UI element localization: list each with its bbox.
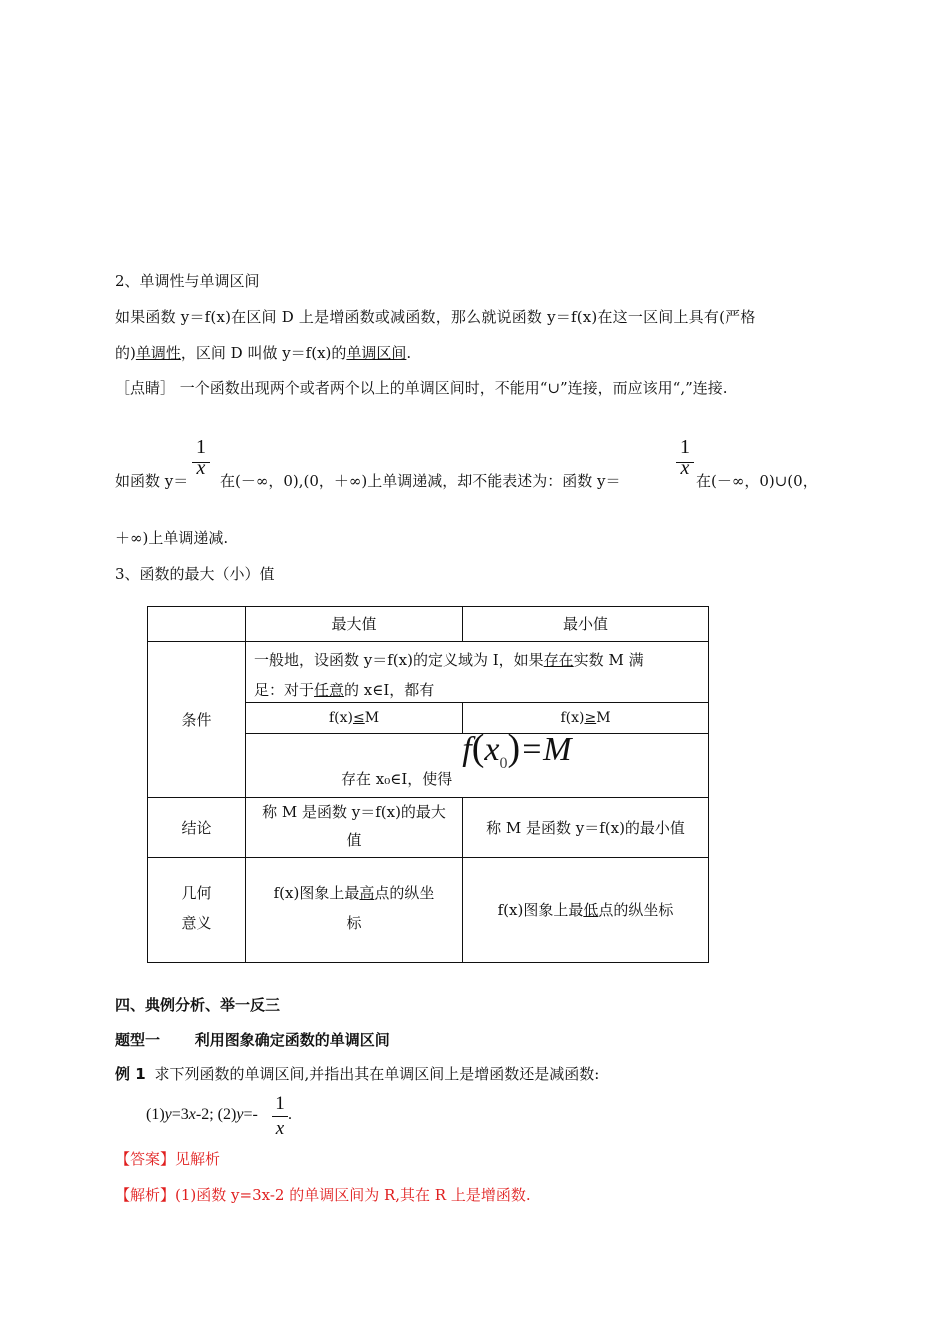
row-label-geometry <box>147 857 246 963</box>
tip-line: ［点睛］ 一个函数出现两个或者两个以上的单调区间时，不能用“∪”连接，而应该用“,”连接. <box>115 379 728 397</box>
example-text: 求下列函数的单调区间,并指出其在单调区间上是增函数还是减函数: <box>154 1065 600 1083</box>
row-label-conclusion <box>147 797 246 858</box>
item-text: =3 <box>171 1106 189 1123</box>
example-text-c: 在(－∞，0)∪(0， <box>696 472 818 490</box>
cond-text: 实数 M 满 <box>573 651 644 669</box>
section2-heading: 2、单调性与单调区间 <box>115 272 260 290</box>
analysis-label: 【解析】 <box>115 1186 176 1204</box>
conclusion-min-cell <box>462 797 709 858</box>
row-label-line: 几何 <box>181 884 212 902</box>
geo-text: 点的纵坐 <box>374 884 435 902</box>
example1-items <box>146 1106 258 1124</box>
table-header-max <box>245 606 463 642</box>
example1-end: . <box>288 1106 292 1123</box>
example1-line <box>115 1063 599 1084</box>
concl-text: 值 <box>346 831 362 849</box>
fraction-1-over-x <box>272 1094 288 1139</box>
ineq-text: M <box>364 710 380 726</box>
geometry-min-cell <box>462 857 709 963</box>
geometry-min-text <box>498 896 674 924</box>
header-label: 最小值 <box>562 615 608 633</box>
max-ineq <box>329 704 379 732</box>
item-text: -2; (2) <box>195 1106 237 1123</box>
formula-eq-m: =M <box>520 731 572 768</box>
question-type-line <box>115 1029 390 1050</box>
fraction-denominator: x <box>680 457 690 479</box>
term-monotonic-interval: 单调区间 <box>346 344 407 362</box>
exist-text: 存在 x₀∈I，使得 <box>341 770 453 788</box>
formula-f: f <box>462 731 472 768</box>
example-text-a: 如函数 y＝ <box>115 472 189 490</box>
geq-sign: ≥ <box>584 710 597 726</box>
analysis-text: (1)函数 y=3x-2 的单调区间为 R,其在 R 上是增函数. <box>175 1186 531 1204</box>
formula-paren-open: ( <box>471 727 485 769</box>
max-min-table <box>147 606 709 963</box>
row-label <box>181 878 211 938</box>
term-highest: 高 <box>359 884 375 902</box>
term-exist: 存在 <box>543 651 574 669</box>
geometry-max-text <box>274 878 435 938</box>
min-inequality-cell <box>462 702 709 734</box>
fraction-1-over-x <box>192 436 210 479</box>
cond-text: 足：对于 <box>254 681 315 699</box>
term-lowest: 低 <box>583 901 599 919</box>
para-text: ，区间 D 叫做 y＝f(x)的 <box>180 344 347 362</box>
max-inequality-cell <box>245 702 463 734</box>
fraction-numerator: 1 <box>196 436 206 458</box>
cond-text: 一般地，设函数 y＝f(x)的定义域为 I，如果 <box>254 651 544 669</box>
ineq-text: M <box>596 710 611 726</box>
example-text-d: ＋∞)上单调递减. <box>115 529 229 547</box>
ineq-text: f(x) <box>560 710 585 726</box>
condition-text <box>254 645 644 705</box>
geo-text: 点的纵坐标 <box>598 901 674 919</box>
question-type-label: 题型一 <box>115 1031 161 1049</box>
geo-text: 标 <box>346 914 362 932</box>
analysis-line <box>115 1184 531 1205</box>
section2-para1-line1: 如果函数 y＝f(x)在区间 D 上是增函数或减函数，那么就说函数 y＝f(x)在这一区间上具有(严格 <box>115 308 756 326</box>
fraction-denominator: x <box>275 1118 285 1139</box>
table-corner-cell <box>147 606 246 642</box>
table-header-min <box>462 606 709 642</box>
exist-cell <box>245 727 709 798</box>
geometry-max-cell <box>245 857 463 963</box>
fraction-denominator: x <box>196 457 206 479</box>
section3-heading: 3、函数的最大（小）值 <box>115 565 275 583</box>
section2-para1-line2 <box>115 342 411 363</box>
conclusion-max-text <box>262 798 446 854</box>
concl-text: 称 M 是函数 y＝f(x)的最小值 <box>486 818 685 837</box>
item-text: =- <box>243 1106 258 1123</box>
var-x: x <box>188 1106 196 1123</box>
row-label-condition <box>147 641 246 798</box>
para-text: 的) <box>115 344 136 362</box>
formula-subscript: 0 <box>499 755 508 772</box>
header-label: 最大值 <box>331 615 377 633</box>
fraction-numerator: 1 <box>275 1093 285 1114</box>
var-y: y <box>236 1106 244 1123</box>
var-y: y <box>164 1106 172 1123</box>
fraction-bar <box>272 1116 288 1117</box>
condition-text-cell <box>245 641 709 703</box>
example-text-b: 在(－∞，0),(0，＋∞)上单调递减，却不能表述为：函数 y＝ <box>220 472 621 490</box>
term-monotonicity: 单调性 <box>135 344 181 362</box>
cond-text: 的 x∈I，都有 <box>344 681 435 699</box>
ineq-text: f(x) <box>328 710 353 726</box>
para-text: . <box>406 344 412 362</box>
row-label-line: 意义 <box>181 914 212 932</box>
item-text: (1) <box>146 1106 165 1123</box>
answer-line <box>115 1148 220 1169</box>
leq-sign: ≤ <box>352 710 365 726</box>
section4-heading: 四、典例分析、举一反三 <box>115 996 281 1014</box>
formula-x: x <box>484 731 500 768</box>
fraction-numerator: 1 <box>680 436 690 458</box>
example-label: 例 1 <box>115 1065 146 1083</box>
term-any: 任意 <box>314 681 345 699</box>
geo-text: f(x)图象上最 <box>497 901 584 919</box>
fraction-1-over-x <box>676 436 694 479</box>
conclusion-max-cell <box>245 797 463 858</box>
row-label: 条件 <box>181 710 212 729</box>
row-label: 结论 <box>181 818 212 837</box>
exist-formula <box>462 727 572 781</box>
answer-text: 见解析 <box>175 1150 221 1168</box>
formula-paren-close: ) <box>507 727 521 769</box>
question-type-title: 利用图象确定函数的单调区间 <box>194 1031 390 1049</box>
answer-label: 【答案】 <box>115 1150 176 1168</box>
concl-text: 称 M 是函数 y＝f(x)的最大 <box>262 803 446 821</box>
geo-text: f(x)图象上最 <box>273 884 360 902</box>
min-ineq <box>560 704 610 732</box>
